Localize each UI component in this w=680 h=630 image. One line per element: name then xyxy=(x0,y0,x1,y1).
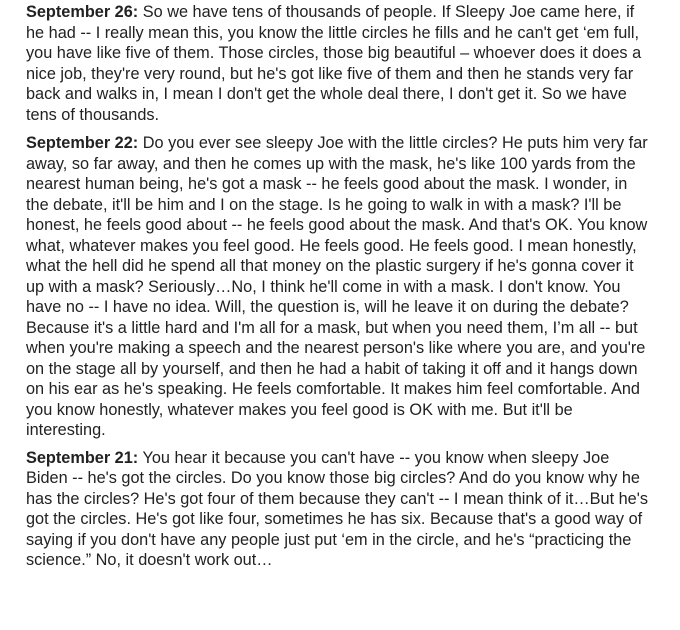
quote-entry-sept-26 xyxy=(26,2,652,125)
entry-text: So we have tens of thousands of people. If Sleepy Joe came here, if he had -- I really mean this, you know the little circles he fills and he can't get ‘em full, you have like five of them. Those circles, those big beautiful – whoever does it does a nice job, they're very round, but he's got like five of them and then he stands very far back and walks in, I mean I don't get the whole deal there, I don't get it. So we have tens of thousands. xyxy=(26,3,642,124)
entry-date: September 26: xyxy=(26,3,139,21)
entry-text: You hear it because you can't have -- you know when sleepy Joe Biden -- he's got the circles. Do you know those big circles? And do you know why he has the circles? He's got four of them because they can't -- I mean think of it…But he's got the circles. He's got like four, sometimes he has six. Because that's a good way of saying if you don't have any people just put ‘em in the circle, and he's “practicing the science.” No, it doesn't work out… xyxy=(26,448,648,569)
entry-date: September 22: xyxy=(26,134,139,152)
quote-entry-sept-21 xyxy=(26,448,652,571)
entry-date: September 21: xyxy=(26,448,139,467)
quote-entry-sept-22 xyxy=(26,133,652,441)
entry-text: Do you ever see sleepy Joe with the little circles? He puts him very far away, so far away, and then he comes up with the mask, he's like 100 yards from the nearest human being, he's got a mask -- he feels good about the mask. I wonder, in the debate, it'll be him and I on the stage. Is he going to walk in with a mask? I'll be honest, he feels good about -- he feels good about the mask. And that's OK. You know what, whatever makes you feel good. He feels good. He feels good. I mean honestly, what the hell did he spend all that money on the plastic surgery if he's gonna cover it up with a mask? Seriously…No, I think he'll come in with a mask. I don't know. You have no -- I have no idea. Will, the question is, will he leave it on during the debate? Because it's a little hard and I'm all for a mask, but when you need them, I’m all -- but when you're making a speech and the nearest person's like where you are, and you're on the stage all by yourself, and then he had a habit of taking it off and it hangs down on his ear as he's speaking. He feels comfortable. It makes him feel comfortable. And you know honestly, whatever makes you feel good is OK with me. But it'll be interesting. xyxy=(26,134,648,439)
quote-document xyxy=(26,2,652,579)
